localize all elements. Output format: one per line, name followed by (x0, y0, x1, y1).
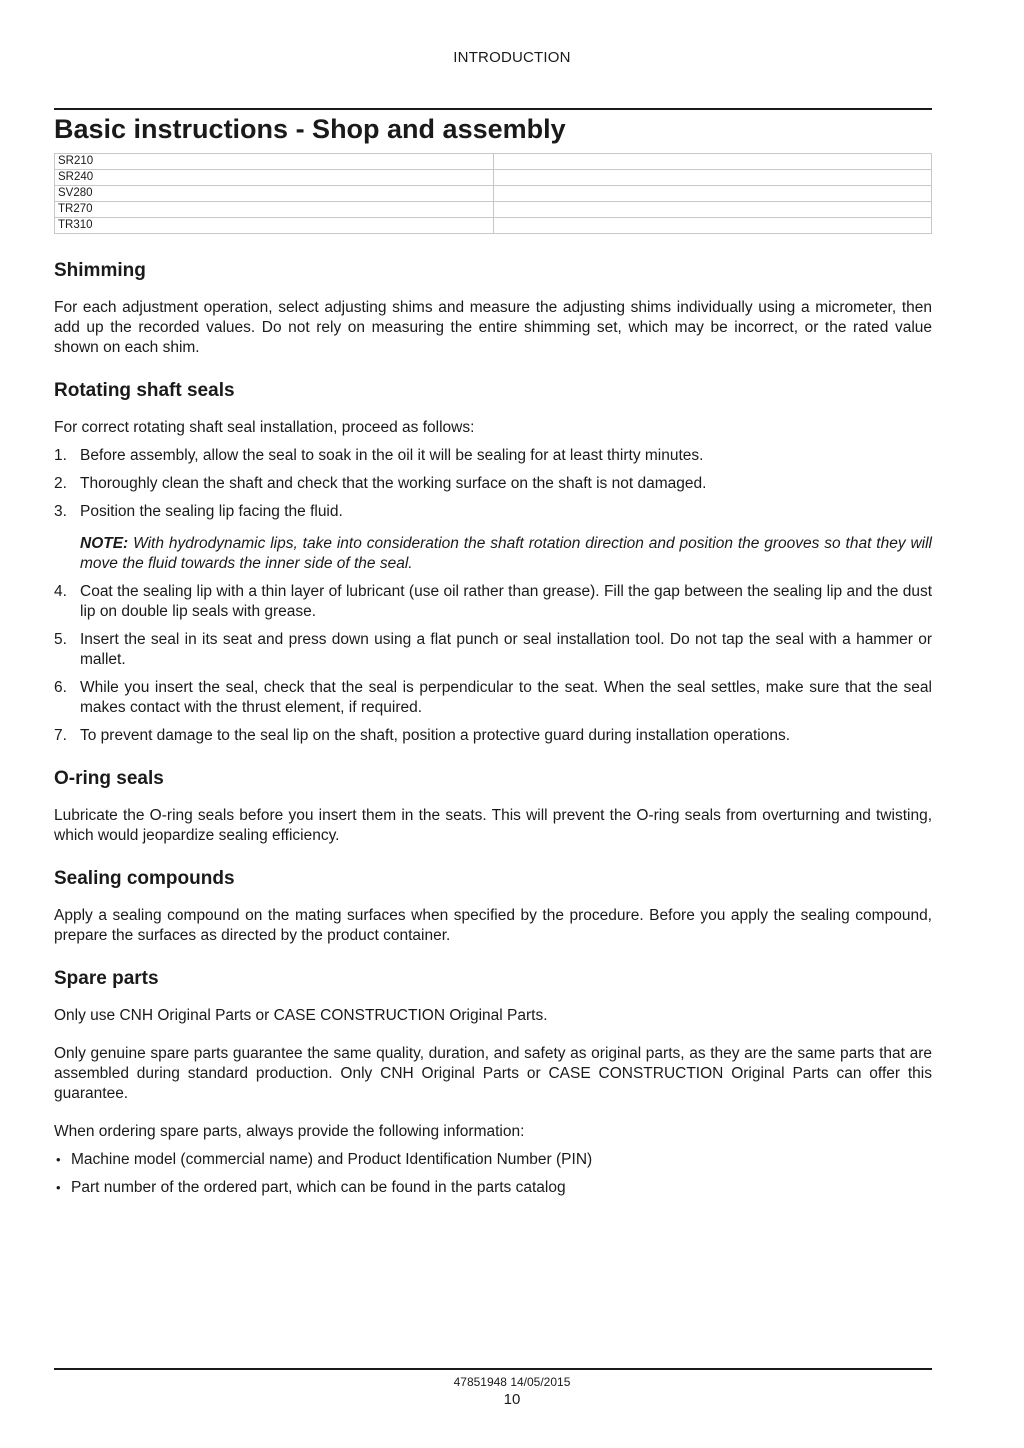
list-item (54, 678, 932, 718)
step-text: Insert the seal in its seat and press down using a flat punch or seal installation tool. Do not tap the seal with a hammer or mallet. (80, 631, 932, 668)
section-spare-parts (54, 966, 932, 1198)
empty-cell (494, 218, 932, 234)
note-label: NOTE: (80, 535, 129, 552)
bullet-text: Part number of the ordered part, which can be found in the parts catalog (71, 1179, 566, 1196)
page-title: Basic instructions - Shop and assembly (54, 114, 566, 144)
paragraph: For correct rotating shaft seal installation, proceed as follows: (54, 419, 475, 436)
main-content (54, 258, 932, 1218)
step-number: 7. (54, 727, 67, 744)
step-text: Position the sealing lip facing the fluid. (80, 503, 343, 520)
step-text: Coat the sealing lip with a thin layer of lubricant (use oil rather than grease). Fill the gap between the sealing lip and the dust lip on double lip seals with grease. (80, 583, 932, 620)
model-cell: SR240 (55, 170, 494, 186)
list-item (54, 474, 932, 494)
step-text: While you insert the seal, check that the seal is perpendicular to the seat. When the seal settles, make sure that the seal makes contact with the thrust element, if required. (80, 679, 932, 716)
model-cell: TR310 (55, 218, 494, 234)
bullet-list (54, 1150, 932, 1198)
empty-cell (494, 170, 932, 186)
step-number: 3. (54, 503, 67, 520)
bullet-icon: • (56, 1180, 61, 1195)
table-row (55, 154, 932, 170)
paragraph: For each adjustment operation, select adjusting shims and measure the adjusting shims individually using a micrometer, then add up the recorded values. Do not rely on measuring the entire shimming set, which may be incorrect, or the rated value shown on each shim. (54, 299, 932, 356)
page-number: 10 (503, 1391, 521, 1408)
note (80, 534, 932, 574)
section-o-ring-seals (54, 766, 932, 846)
list-item (54, 502, 932, 574)
section-heading: Rotating shaft seals (54, 380, 235, 401)
step-text: Thoroughly clean the shaft and check that the working surface on the shaft is not damaged. (80, 475, 707, 492)
section-heading: Shimming (54, 260, 146, 281)
table-row (55, 186, 932, 202)
section-sealing-compounds (54, 866, 932, 946)
steps-list (54, 446, 932, 746)
empty-cell (494, 186, 932, 202)
paragraph: Only use CNH Original Parts or CASE CONSTRUCTION Original Parts. (54, 1007, 548, 1024)
running-head: INTRODUCTION (453, 49, 571, 66)
section-heading: Spare parts (54, 968, 159, 989)
list-item (54, 1150, 932, 1170)
model-cell: TR270 (55, 202, 494, 218)
top-rule (54, 108, 932, 110)
step-number: 1. (54, 447, 67, 464)
list-item (54, 630, 932, 670)
list-item (54, 582, 932, 622)
section-shimming (54, 258, 932, 358)
note-text: With hydrodynamic lips, take into consideration the shaft rotation direction and position the grooves so that they will move the fluid towards the inner side of the seal. (80, 535, 932, 572)
step-number: 5. (54, 631, 67, 648)
paragraph: Only genuine spare parts guarantee the same quality, duration, and safety as original parts, as they are the same parts that are assembled during standard production. Only CNH Original Parts or CASE CONSTRUCTION Original Parts can offer this guarantee. (54, 1045, 932, 1102)
paragraph: Lubricate the O-ring seals before you insert them in the seats. This will prevent the O-ring seals from overturning and twisting, which would jeopardize sealing efficiency. (54, 807, 932, 844)
section-heading: Sealing compounds (54, 868, 235, 889)
bullet-icon: • (56, 1152, 61, 1167)
paragraph: When ordering spare parts, always provide the following information: (54, 1123, 525, 1140)
bullet-text: Machine model (commercial name) and Product Identification Number (PIN) (71, 1151, 593, 1168)
step-text: Before assembly, allow the seal to soak in the oil it will be sealing for at least thirty minutes. (80, 447, 704, 464)
document-id: 47851948 14/05/2015 (453, 1375, 571, 1389)
table-row (55, 202, 932, 218)
empty-cell (494, 154, 932, 170)
step-number: 2. (54, 475, 67, 492)
list-item (54, 726, 932, 746)
table-row (55, 218, 932, 234)
bottom-rule (54, 1368, 932, 1370)
table-row (55, 170, 932, 186)
step-number: 4. (54, 583, 67, 600)
paragraph: Apply a sealing compound on the mating surfaces when specified by the procedure. Before you apply the sealing compound, prepare the surfaces as directed by the product container. (54, 907, 932, 944)
model-cell: SV280 (55, 186, 494, 202)
list-item (54, 446, 932, 466)
step-text: To prevent damage to the seal lip on the shaft, position a protective guard during installation operations. (80, 727, 791, 744)
list-item (54, 1178, 932, 1198)
section-rotating-shaft-seals (54, 378, 932, 746)
section-heading: O-ring seals (54, 768, 164, 789)
empty-cell (494, 202, 932, 218)
step-number: 6. (54, 679, 67, 696)
model-cell: SR210 (55, 154, 494, 170)
model-table (54, 153, 932, 234)
